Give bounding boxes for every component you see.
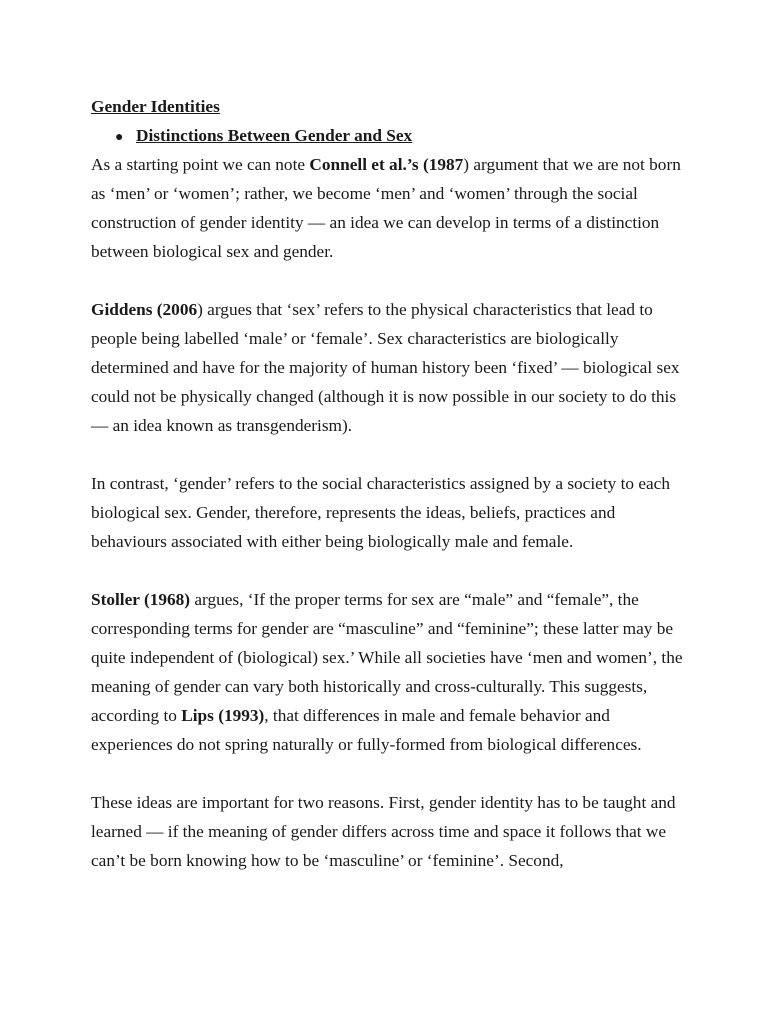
paragraph-text: As a starting point we can note [91,155,310,174]
paragraph-connell [91,150,691,266]
citation-stoller: Stoller (1968) [91,590,191,609]
bullet-item [91,121,691,150]
paragraph-gender-contrast [91,469,691,556]
paragraph-text: These ideas are important for two reasons. First, gender identity has to be taught and learned — if the meaning of gender differs across time and space it follows that we can’t be born knowing how to be ‘masculine’ or ‘feminine’. Second, [91,793,676,870]
citation-giddens: Giddens (2006 [91,300,198,319]
bullet-icon: ● [115,130,124,145]
citation-lips: Lips (1993) [181,706,265,725]
paragraph-stoller [91,585,691,759]
paragraph-giddens [91,295,691,440]
citation-connell: Connell et al.’s (1987 [309,155,464,174]
paragraph-text: ) argument that we are not born as ‘men’ or ‘women’; rather, we become ‘men’ and ‘women’ through the social construction of gender identity — an idea we can develop in terms of a distinction between biological sex and gender. [91,155,681,261]
paragraph-text: ) argues that ‘sex’ refers to the physical characteristics that lead to people being labelled ‘male’ or ‘female’. Sex characteristics are biologically determined and have for the majority of human history been ‘fixed’ — biological sex could not be physically changed (although it is now possible in our society to do this — an idea known as transgenderism). [91,300,680,435]
paragraph-reasons [91,788,691,875]
document-title: Gender Identities [91,97,220,116]
paragraph-text: , that differences in male and female behavior and experiences do not spring naturally or fully-formed from biological differences. [91,706,642,754]
document-page [91,92,691,904]
section-heading: Distinctions Between Gender and Sex [136,126,413,145]
paragraph-text: argues, ‘If the proper terms for sex are “male” and “female”, the corresponding terms for gender are “masculine” and “feminine”; these latter may be quite independent of (biological) sex.’ While all societies have ‘men and women’, the meaning of gender can vary both historically and cross-culturally. This suggests, according to [91,590,683,725]
paragraph-text: In contrast, ‘gender’ refers to the social characteristics assigned by a society to each biological sex. Gender, therefore, represents the ideas, beliefs, practices and behaviours associated with either being biologically male and female. [91,474,670,551]
